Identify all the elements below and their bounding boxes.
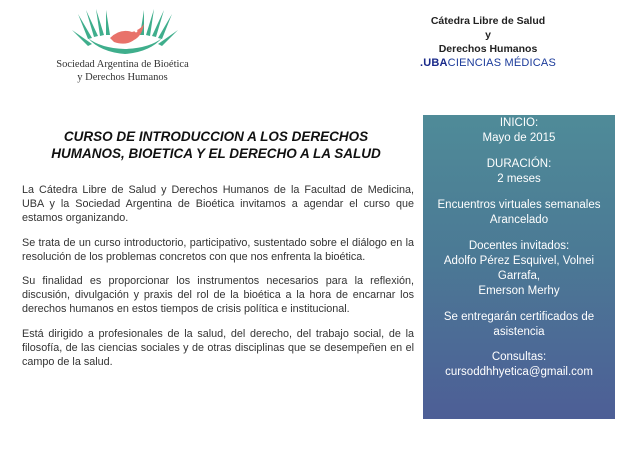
sab-org-line2: y Derechos Humanos bbox=[77, 72, 168, 83]
certificados-line1: Se entregarán certificados de bbox=[443, 311, 595, 323]
catedra-line3: Derechos Humanos bbox=[438, 43, 538, 55]
certificados-group bbox=[423, 310, 615, 340]
inicio-group bbox=[423, 116, 615, 146]
consultas-group bbox=[423, 350, 615, 380]
course-title-line1: CURSO DE INTRODUCCION A LOS DERECHOS bbox=[63, 129, 369, 144]
hands-dove-icon bbox=[70, 8, 180, 58]
inicio-value: Mayo de 2015 bbox=[482, 132, 556, 144]
docentes-group bbox=[423, 239, 615, 299]
course-title-line2: HUMANOS, BIOETICA Y EL DERECHO A LA SALUD bbox=[51, 146, 381, 161]
duracion-group bbox=[423, 157, 615, 187]
uba-prefix: .UBA bbox=[419, 57, 448, 69]
consultas-label: Consultas: bbox=[491, 351, 547, 363]
duracion-value: 2 meses bbox=[497, 173, 541, 185]
encuentros-text: Encuentros virtuales semanales bbox=[437, 199, 601, 211]
description-paragraph-3: Su finalidad es proporcionar los instrumentos necesarios para la reflexión, discusión, divulgación y praxis del rol de la bioética a la hora de encarnar los derechos humanos en estos tiempos de crisis política e institucional. bbox=[22, 275, 414, 316]
inicio-label: INICIO: bbox=[499, 117, 539, 129]
sab-org-name bbox=[40, 58, 205, 84]
sab-logo bbox=[40, 8, 205, 88]
course-description bbox=[22, 183, 414, 379]
course-title bbox=[20, 128, 412, 162]
docente-1-cont: Garrafa, bbox=[497, 270, 541, 282]
course-info-box bbox=[423, 115, 615, 419]
description-paragraph-4: Está dirigido a profesionales de la salud, del derecho, del trabajo social, de la filosofía, de las ciencias sociales y de otras disciplinas que se desempeñen en el campo de la salud. bbox=[22, 327, 414, 369]
catedra-line1: Cátedra Libre de Salud bbox=[430, 15, 546, 27]
description-paragraph-2: Se trata de un curso introductorio, participativo, sustentado sobre el diálogo en la resolución de los problemas concretos con que nos enfrenta la bioética. bbox=[22, 236, 414, 263]
docente-1: Adolfo Pérez Esquivel, Volnei bbox=[443, 255, 595, 267]
consultas-email[interactable]: cursoddhhyetica@gmail.com bbox=[445, 366, 593, 378]
docente-2: Emerson Merhy bbox=[478, 285, 560, 297]
modalidad-group bbox=[423, 198, 615, 228]
uba-suffix: CIENCIAS MÉDICAS bbox=[447, 57, 557, 69]
catedra-line2: y bbox=[485, 29, 491, 41]
sab-org-line1: Sociedad Argentina de Bioética bbox=[56, 59, 189, 70]
description-paragraph-1: La Cátedra Libre de Salud y Derechos Humanos de la Facultad de Medicina, UBA y la Sociedad Argentina de Bioética invitamos a agendar el curso que estamos organizando. bbox=[22, 184, 414, 225]
docentes-label: Docentes invitados: bbox=[468, 240, 570, 252]
duracion-label: DURACIÓN: bbox=[486, 158, 552, 170]
uba-ciencias-medicas-logo bbox=[418, 56, 558, 70]
certificados-line2: asistencia bbox=[493, 326, 545, 338]
catedra-logo bbox=[418, 14, 558, 70]
arancelado-text: Arancelado bbox=[489, 214, 549, 226]
